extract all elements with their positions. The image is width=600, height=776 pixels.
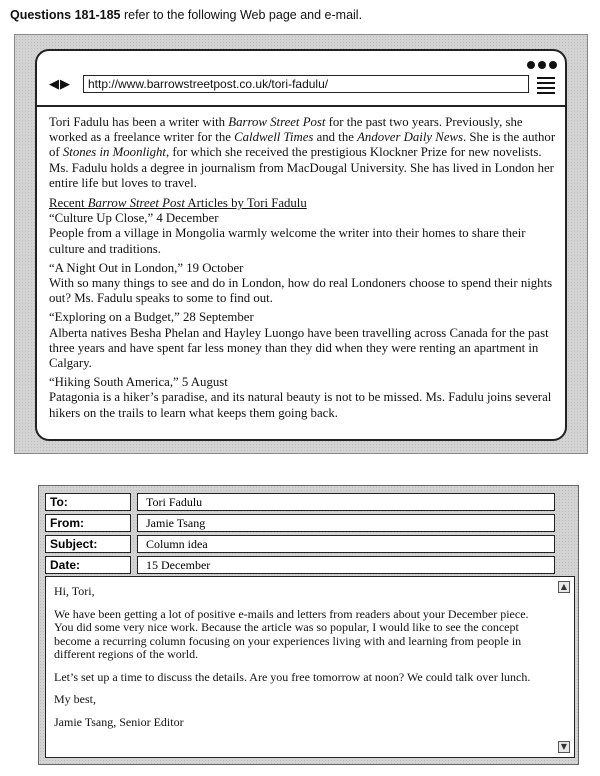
email-window [38,485,579,765]
window-dots-icon [527,61,557,69]
menu-icon[interactable] [537,77,555,97]
email-paragraph: We have been getting a lot of positive e-mails and letters from readers about your December piece. You did some very nice work. Because the article was so popular, I would like to see the concept become a recurring column focusing on your experiences living with and learning from people in different regions of the world. [54,606,529,661]
email-date-row [45,556,573,574]
subject-label: Subject: [45,535,131,553]
date-label: Date: [45,556,131,574]
to-label: To: [45,493,131,511]
email-greeting: Hi, Tori, [54,584,95,598]
scroll-down-icon[interactable]: ▼ [558,741,570,753]
article-desc: Patagonia is a hiker’s paradise, and its natural beauty is not to be missed. Ms. Fadulu joins several hikers on the trails to learn what keeps them going back. [49,390,552,420]
address-bar[interactable]: http://www.barrowstreetpost.co.uk/tori-fadulu/ [83,75,529,93]
author-bio: Tori Fadulu has been a writer with Barrow Street Post for the past two years. Previously, she worked as a freelance writer for the Caldwell Times and the Andover Daily News. She is the author of Stones in Moonlight, for which she received the prestigious Klockner Prize for new novelists. Ms. Fadulu holds a degree in journalism from MacDougal University. She has lived in London her entire life but loves to travel. [49,115,556,190]
article-title: “Hiking South America,” 5 August [49,375,228,390]
to-field[interactable]: Tori Fadulu [137,493,555,511]
browser-toolbar [37,51,565,107]
recent-articles-heading[interactable]: Recent Barrow Street Post Articles by Tori Fadulu [49,196,307,211]
question-instruction: refer to the following Web page and e-mail. [123,8,363,22]
subject-field[interactable]: Column idea [137,535,555,553]
article-desc: Alberta natives Besha Phelan and Hayley Luongo have been travelling across Canada for the past three years and have spent far less money than they did when they were renting an apartment in Calgary. [49,325,549,371]
page-content [49,115,557,421]
date-field[interactable]: 15 December [137,556,555,574]
email-subject-row [45,535,573,553]
browser-frame [35,49,567,441]
email-from-row [45,514,573,532]
article-title: “Culture Up Close,” 4 December [49,211,219,226]
question-number: Questions 181-185 [10,8,121,22]
article-title: “Exploring on a Budget,” 28 September [49,310,254,325]
email-body[interactable] [45,576,575,758]
browser-window [14,34,588,454]
article-desc: People from a village in Mongolia warmly welcome the writer into their homes to share their culture and traditions. [49,226,526,256]
email-to-row [45,493,573,511]
article-desc: With so many things to see and do in London, how do real Londoners choose to spend their nights out? Ms. Fadulu speaks to some to find out. [49,276,553,306]
scroll-up-icon[interactable]: ▲ [558,581,570,593]
article-title: “A Night Out in London,” 19 October [49,260,244,275]
from-field[interactable]: Jamie Tsang [137,514,555,532]
nav-arrows[interactable] [49,77,71,92]
forward-arrow-icon[interactable]: ▶ [60,77,71,92]
email-paragraph: Let’s set up a time to discuss the details. Are you free tomorrow at noon? We could talk over lunch. [54,669,531,684]
question-heading [10,8,362,22]
back-arrow-icon[interactable]: ◀ [49,77,60,92]
email-closing: My best, [54,692,96,706]
email-signature: Jamie Tsang, Senior Editor [54,714,184,729]
from-label: From: [45,514,131,532]
